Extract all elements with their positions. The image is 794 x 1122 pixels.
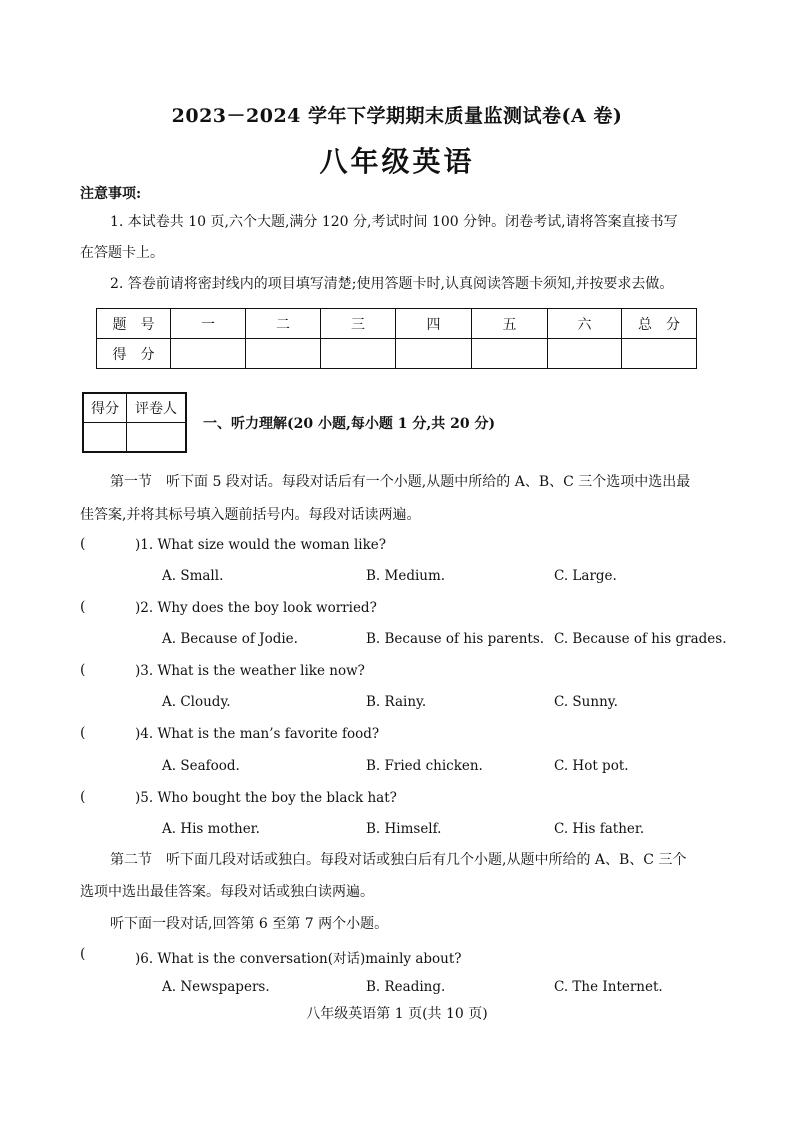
score-table-header-row [97, 309, 697, 339]
score-table-score-label: 得 分 [97, 339, 171, 369]
grader-score-cell[interactable] [83, 423, 127, 453]
option-a: A. His mother. [162, 821, 260, 837]
part-1-intro: 第一节 听下面 5 段对话。每段对话后有一个小题,从题中所给的 A、B、C 三个选项中选出最 [110, 474, 691, 490]
option-b: B. Himself. [366, 821, 442, 837]
question-4: )4. What is the man’s favorite food? [135, 726, 380, 742]
score-cell[interactable] [472, 339, 548, 369]
exam-title: 2023－2024 学年下学期期末质量监测试卷(A 卷) [171, 105, 623, 127]
answer-paren[interactable]: ( [80, 789, 86, 805]
option-b: B. Because of his parents. [366, 631, 545, 647]
option-b: B. Fried chicken. [366, 758, 483, 774]
question-1: )1. What size would the woman like? [135, 537, 387, 553]
option-b: B. Medium. [366, 568, 446, 584]
part-2-subintro: 听下面一段对话,回答第 6 至第 7 两个小题。 [110, 916, 389, 932]
option-a: A. Because of Jodie. [162, 631, 298, 647]
score-table-row-header: 题 号 [97, 309, 171, 339]
score-table-col: 二 [246, 309, 321, 339]
option-c: C. Hot pot. [554, 758, 629, 774]
score-cell[interactable] [396, 339, 472, 369]
option-b: B. Reading. [366, 979, 446, 995]
score-cell[interactable] [246, 339, 321, 369]
option-c: C. The Internet. [554, 979, 663, 995]
option-b: B. Rainy. [366, 694, 427, 710]
option-c: C. Sunny. [554, 694, 618, 710]
option-c: C. His father. [554, 821, 645, 837]
answer-paren[interactable]: ( [80, 536, 86, 552]
notice-item-1-cont: 在答题卡上。 [80, 245, 164, 261]
answer-paren[interactable]: ( [80, 725, 86, 741]
score-cell[interactable] [548, 339, 622, 369]
score-table-score-row [97, 339, 697, 369]
score-table-col: 三 [321, 309, 396, 339]
answer-paren[interactable]: ( [80, 662, 86, 678]
score-cell[interactable] [622, 339, 697, 369]
option-a: A. Newspapers. [162, 979, 270, 995]
option-a: A. Small. [162, 568, 224, 584]
score-cell[interactable] [321, 339, 396, 369]
score-table-col: 五 [472, 309, 548, 339]
option-a: A. Seafood. [162, 758, 240, 774]
notice-heading: 注意事项: [80, 186, 142, 202]
part-2-intro: 第二节 听下面几段对话或独白。每段对话或独白后有几个小题,从题中所给的 A、B、C 三个 [110, 852, 687, 868]
section-1-title: 一、听力理解(20 小题,每小题 1 分,共 20 分) [203, 416, 496, 432]
answer-paren[interactable]: ( [80, 946, 86, 962]
grader-name-label: 评卷人 [127, 393, 187, 423]
subject-title: 八年级英语 [319, 145, 475, 178]
score-table [96, 308, 697, 369]
answer-paren[interactable]: ( [80, 599, 86, 615]
score-table-col: 六 [548, 309, 622, 339]
option-c: C. Large. [554, 568, 617, 584]
page-footer: 八年级英语第 1 页(共 10 页) [306, 1006, 488, 1022]
score-table-col: 四 [396, 309, 472, 339]
score-table-col: 一 [171, 309, 246, 339]
option-c: C. Because of his grades. [554, 631, 727, 647]
notice-item-1: 1. 本试卷共 10 页,六个大题,满分 120 分,考试时间 100 分钟。闭卷考试,请将答案直接书写 [110, 214, 678, 230]
part-2-intro-cont: 选项中选出最佳答案。每段对话或独白读两遍。 [80, 884, 374, 900]
score-cell[interactable] [171, 339, 246, 369]
part-1-intro-cont: 佳答案,并将其标号填入题前括号内。每段对话读两遍。 [80, 507, 421, 523]
grader-box [82, 392, 187, 453]
question-3: )3. What is the weather like now? [135, 663, 365, 679]
question-5: )5. Who bought the boy the black hat? [135, 790, 397, 806]
score-table-col-total: 总 分 [622, 309, 697, 339]
question-6: )6. What is the conversation(对话)mainly about? [135, 951, 462, 967]
option-a: A. Cloudy. [162, 694, 231, 710]
question-2: )2. Why does the boy look worried? [135, 600, 377, 616]
grader-name-cell[interactable] [127, 423, 187, 453]
notice-item-2: 2. 答卷前请将密封线内的项目填写清楚;使用答题卡时,认真阅读答题卡须知,并按要求去做。 [110, 276, 674, 292]
grader-score-label: 得分 [83, 393, 127, 423]
